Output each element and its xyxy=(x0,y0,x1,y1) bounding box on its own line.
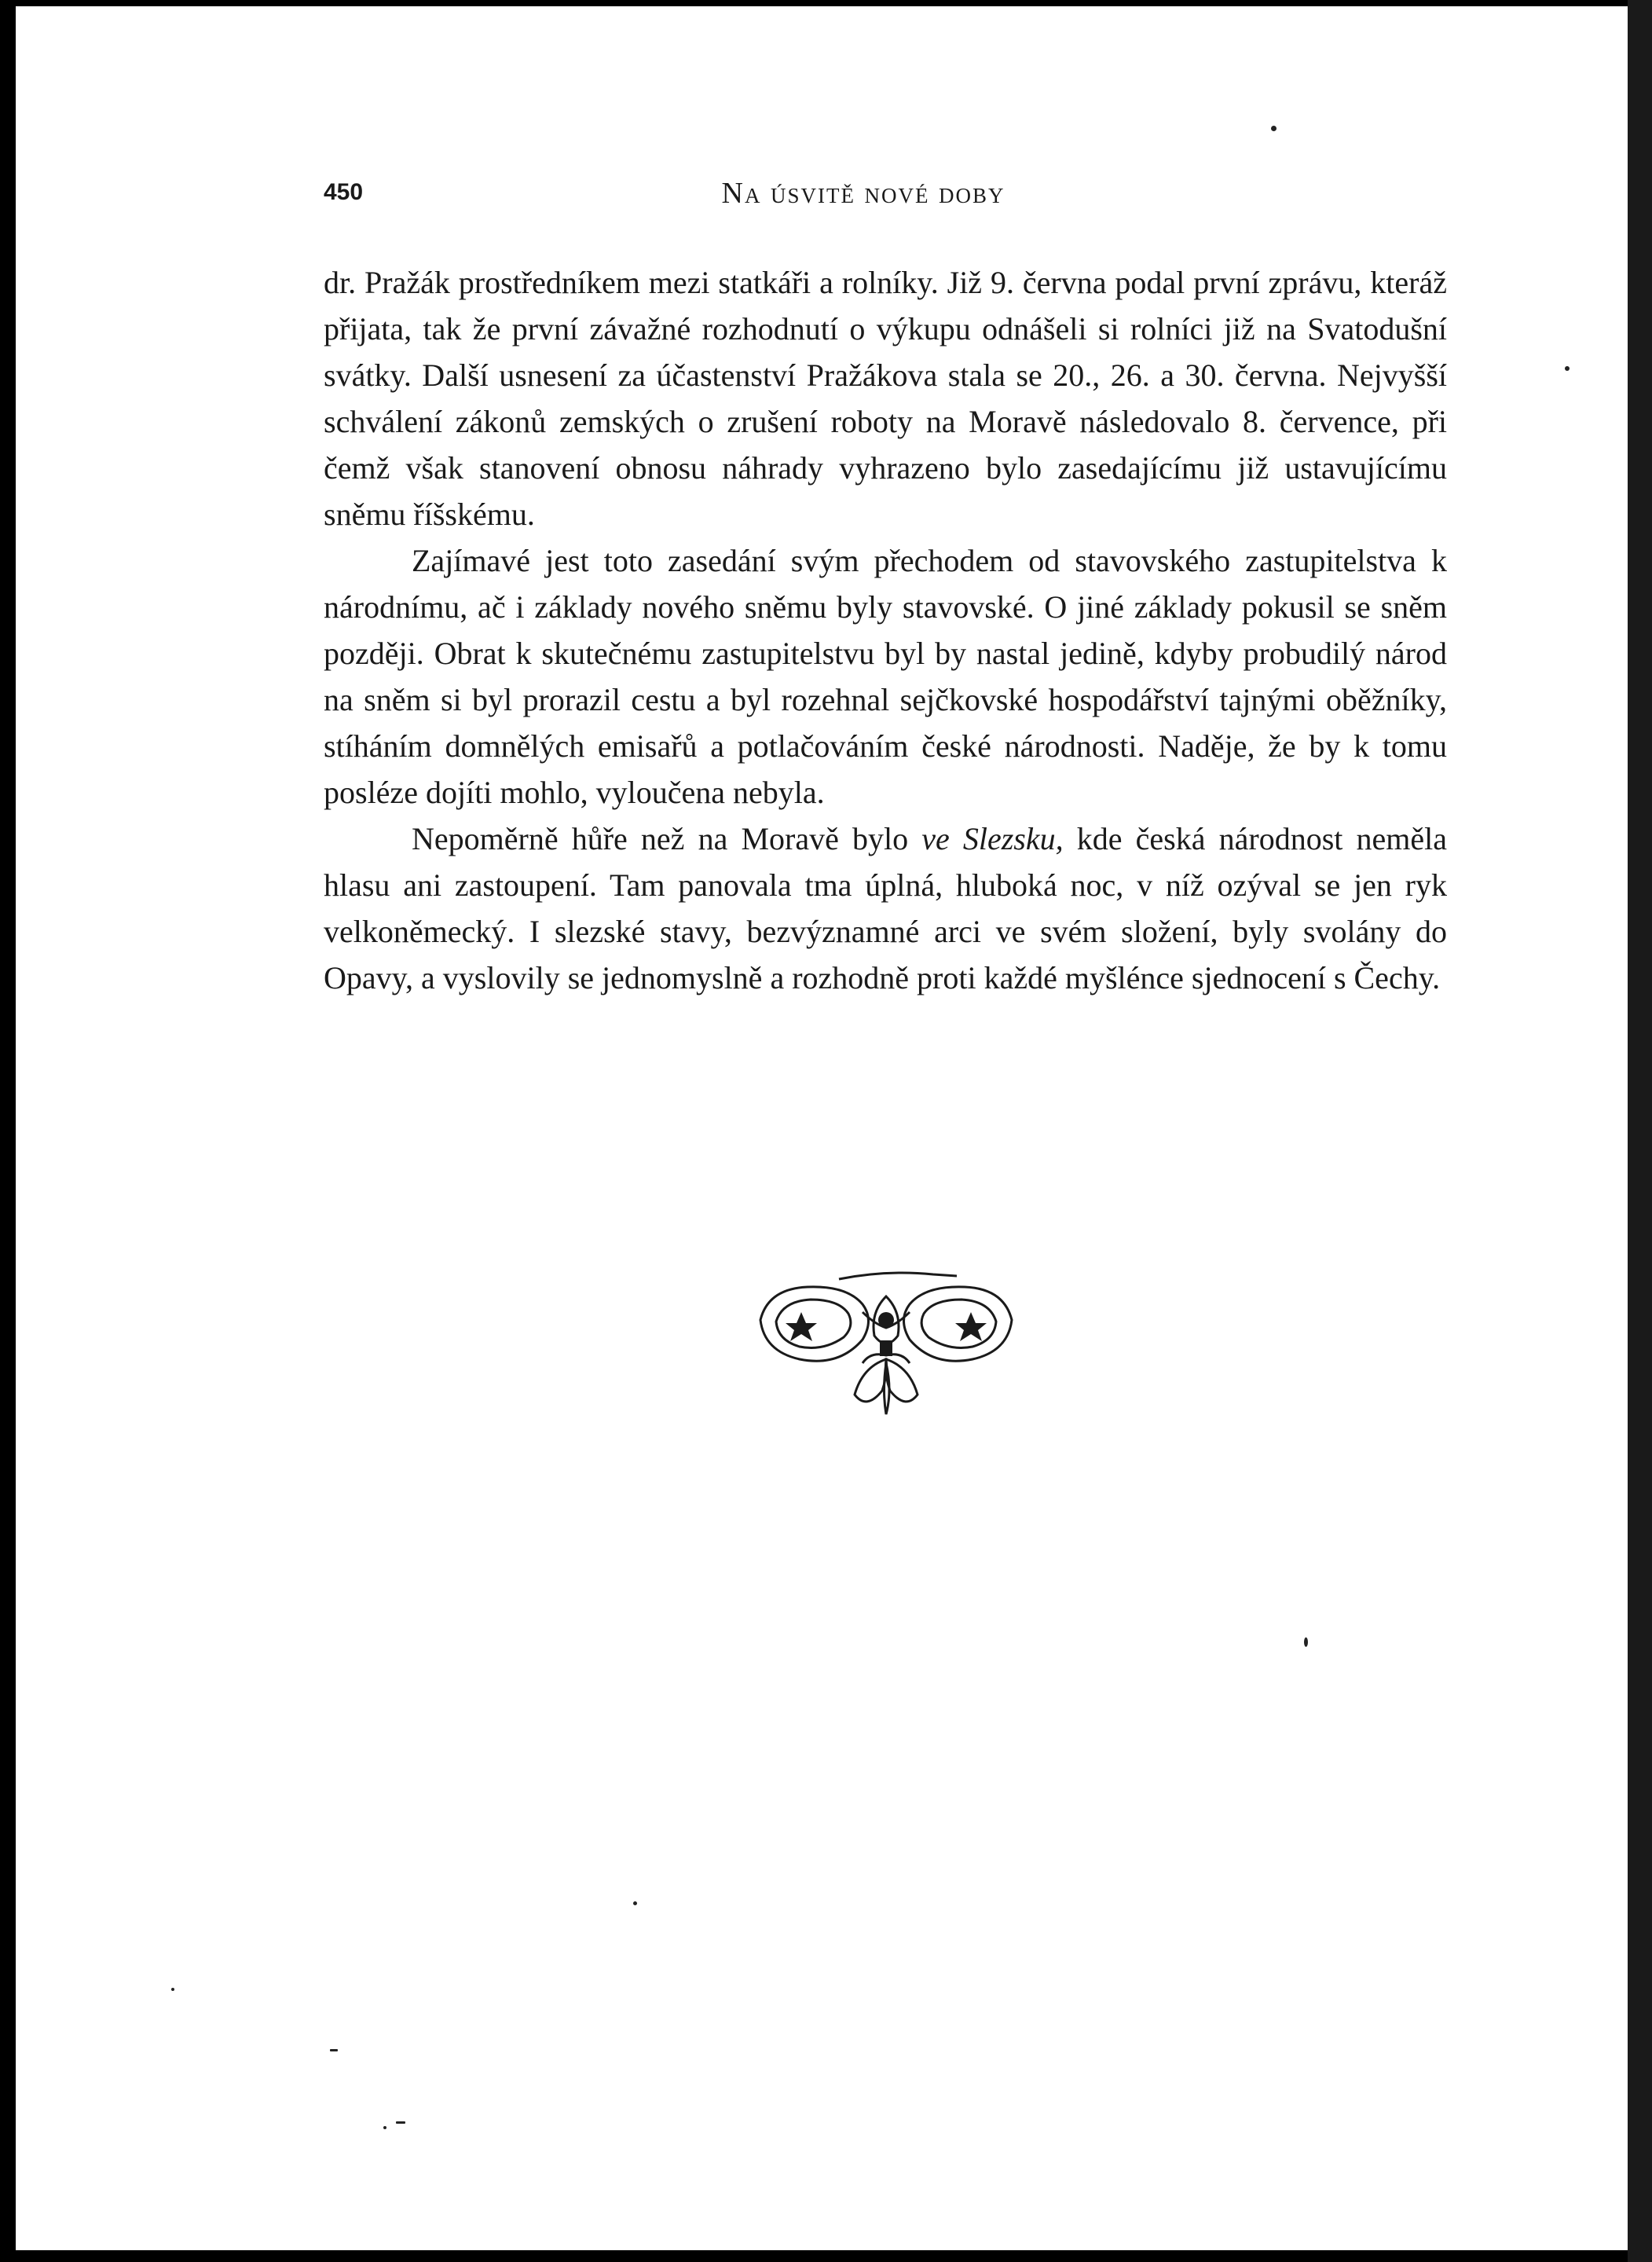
scan-speck xyxy=(633,1901,637,1905)
paragraph-2 xyxy=(324,537,1447,816)
scan-speck xyxy=(1271,126,1277,131)
paragraph-1-text: dr. Pražák prostředníkem mezi statkáři a rolníky. Již 9. června podal první zprávu, kteráž přijata, tak že první závažné rozhodnutí o výkupu odnášeli si rolníci již na Svatodušní svátky. Další usnesení za účastenství Pražákova stala se 20., 26. a 30. června. Nejvyšší schválení zákonů zemských o zrušení roboty na Moravě následovalo 8. července, při čemž však stanovení obnosu náhrady vyhrazeno bylo zasedajícímu již ustavujícímu sněmu říšskému. xyxy=(324,265,1447,532)
scan-speck xyxy=(383,2126,386,2129)
page-header xyxy=(324,176,1447,215)
running-title: Na úsvitě nové doby xyxy=(721,177,1005,210)
scan-speck xyxy=(330,2049,338,2051)
paragraph-3 xyxy=(324,816,1447,1001)
paragraph-3-text-end: kde česká národnost neměla hlasu ani zastoupení. Tam panovala tma úplná, hluboká noc, v níž ozýval se jen ryk velkoněmecký. I slezské stavy, bezvýznamné arci ve svém složení, byly svolány do Opavy, a vyslovily se jednomyslně a rozhodně proti každé myšlénce sjednocení s Čechy. xyxy=(324,821,1447,995)
paragraph-2-text: Zajímavé jest toto zasedání svým přechodem od stavovského zastupitelstva k národnímu, ač i základy nového sněmu byly stavovské. O jiné základy pokusil se sněm později. Obrat k skutečnému zastupitelstvu byl by nastal jedině, kdyby probudilý národ na sněm si byl prorazil cestu a byl rozehnal sejčkovské hospodářství tajnými oběžníky, stíháním domnělých emisařů a potlačováním české národnosti. Naděje, že by k tomu posléze dojíti mohlo, vyloučena nebyla. xyxy=(324,543,1447,810)
body-text xyxy=(324,259,1447,1001)
scan-speck xyxy=(1304,1637,1308,1647)
paragraph-1 xyxy=(324,259,1447,537)
paragraph-3-text-start: Nepoměrně hůře než na Moravě bylo xyxy=(412,821,922,856)
floral-vignette-icon xyxy=(745,1265,1027,1422)
scan-speck xyxy=(396,2121,405,2124)
page-number: 450 xyxy=(324,179,364,205)
scan-speck xyxy=(171,1988,174,1991)
scan-speck xyxy=(1565,366,1570,371)
scan-edge xyxy=(1628,0,1652,2262)
paragraph-3-italic: ve Slezsku, xyxy=(921,821,1064,856)
